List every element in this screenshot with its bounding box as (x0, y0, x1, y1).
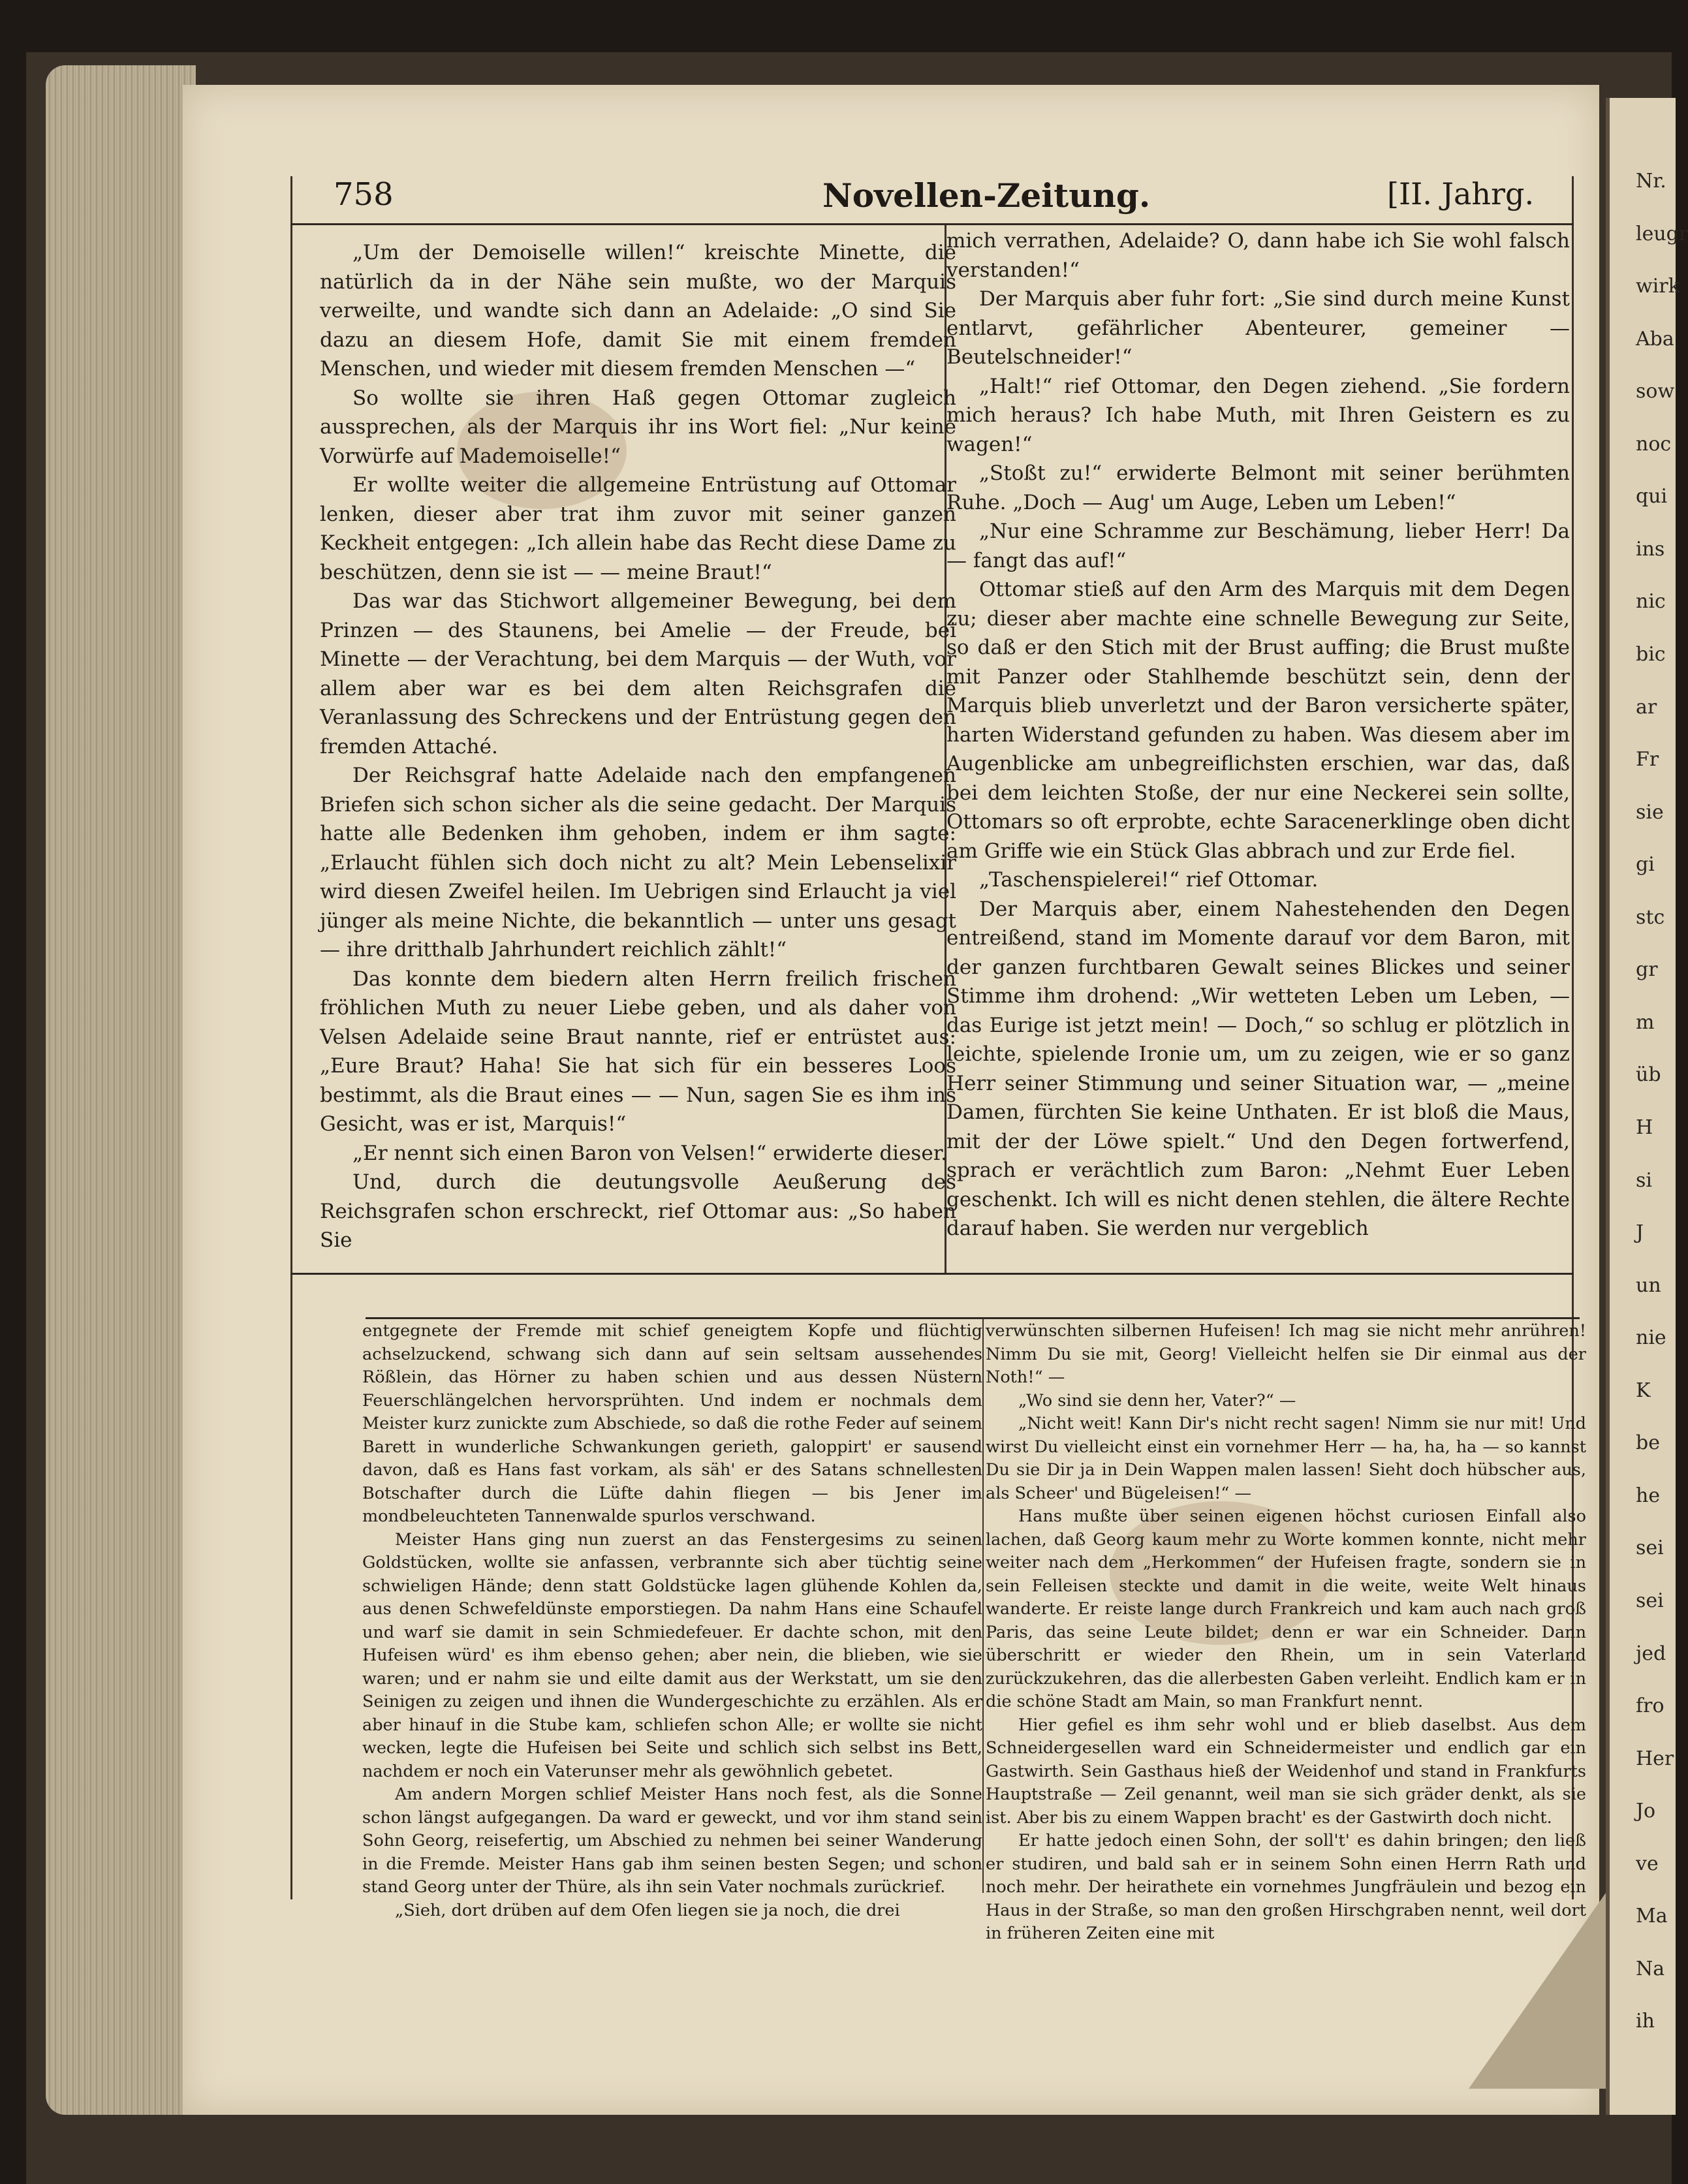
paragraph: Am andern Morgen schlief Meister Hans noch fest, als die Sonne schon längst aufgegangen. Da ward er geweckt, und vor ihm stand sein Sohn Georg, reisefertig, um Abschied zu nehmen bei seiner Wanderung in die Fremde. Meister Hans gab ihm seinen besten Segen; und schon stand Georg unter der Thüre, als ihn sein Vater nochmals zurückrief. (362, 1785, 982, 1897)
next-page-fragment: ih (1636, 2010, 1655, 2033)
paragraph: Hier gefiel es ihm sehr wohl und er blieb daselbst. Aus dem Schneidergesellen ward ein Schneidermeister und endlich gar ein Gastwirth. Sein Gasthaus hieß der Weidenhof und stand in Frankfurts Hauptstraße — Zeil genannt, weil man sie sich gräder denkt, als sie ist. Aber bis zu einem Wappen bracht' es der Gastwirth doch nicht. (986, 1715, 1586, 1828)
next-page-fragment: Nr. (1636, 170, 1666, 193)
next-page-fragment: sow (1636, 380, 1675, 403)
next-page-fragment: wirk (1636, 275, 1680, 298)
paragraph: entgegnete der Fremde mit schief geneigtem Kopfe und flüchtig achselzuckend, schwang sich dann auf sein seltsam aussehendes Rößlein, das Hörner zu haben schien und aus dessen Nüstern Feuerschlängelchen hervorsprühten. Und indem er nochmals dem Meister kurz zunickte zum Abschiede, so daß die rothe Feder auf seinem Barett in wunderliche Schwankungen gerieth, galoppirt' er sausend davon, daß es Hans fast vorkam, als säh' er des Satans schnellesten Botschafter durch die Lüfte dahin fliegen — bis Jener im mondbeleuchteten Tannenwalde spurlos verschwand. (362, 1321, 982, 1526)
paragraph: verwünschten silbernen Hufeisen! Ich mag sie nicht mehr anrühren! Nimm Du sie mit, Georg! Vielleicht helfen sie Dir einmal aus der Noth!“ — (986, 1321, 1586, 1387)
next-page-fragment: K (1636, 1379, 1651, 1402)
next-page-fragment: H (1636, 1116, 1653, 1139)
next-page-fragment: stc (1636, 905, 1665, 929)
column-rule (982, 1318, 984, 1893)
paragraph: „Wo sind sie denn her, Vater?“ — (1018, 1390, 1296, 1411)
paragraph: „Stoßt zu!“ erwiderte Belmont mit seiner berühmten Ruhe. „Doch — Aug' um Auge, Leben um Leben!“ (946, 461, 1570, 514)
running-title: Novellen-Zeitung. (822, 176, 1151, 215)
paragraph: So wollte sie ihren Haß gegen Ottomar zugleich aussprechen, als der Marquis ihr ins Wort fiel: „Nur keine Vorwürfe auf Mademoiselle!“ (320, 386, 956, 468)
next-page-fragment: si (1636, 1168, 1652, 1192)
next-page-fragment: üb (1636, 1063, 1661, 1087)
paragraph: Er hatte jedoch einen Sohn, der soll't' es dahin bringen; den ließ er studiren, und bald sah er in seinem Sohn einen Herrn Rath und noch mehr. Der heirathete ein vornehmes Jungfräulein und bezog ein Haus in der Straße, so man den großen Hirschgraben nennt, weil dort in früheren Zeiten eine mit (986, 1831, 1586, 1943)
next-page-fragment: sie (1636, 800, 1664, 824)
next-page-fragment: leugr (1636, 222, 1688, 245)
paragraph: mich verrathen, Adelaide? O, dann habe ich Sie wohl falsch verstanden!“ (946, 229, 1570, 282)
next-page-edge (1606, 98, 1688, 2115)
next-page-fragment: Fr (1636, 748, 1659, 772)
next-page-fragment: gi (1636, 853, 1655, 877)
next-page-fragment: noc (1636, 432, 1672, 456)
next-page-fragment: bic (1636, 643, 1666, 666)
paragraph: Ottomar stieß auf den Arm des Marquis mit dem Degen zu; dieser aber machte eine schnelle Bewegung zur Seite, so daß er den Stich mit der Brust auffing; die Brust mußte mit Panzer oder Stahlhemde beschützt sein, denn der Marquis blieb unverletzt und der Baron versicherte später, harten Widerstand gefunden zu haben. Was diesem aber im Augenblicke am unbegreiflichsten erschien, war das, daß bei dem leichten Stoße, der nur eine Neckerei sein sollte, Ottomars so oft erprobte, echte Saracenerklinge oben dicht am Griffe wie ein Stück Glas abbrach und zur Erde fiel. (946, 578, 1570, 863)
next-page-fragment: m (1636, 1010, 1655, 1034)
upper-right-column (946, 226, 1570, 1243)
paragraph: „Um der Demoiselle willen!“ kreischte Minette, die natürlich da in der Nähe sein mußte, wo der Marquis verweilte, und wandte sich dann an Adelaide: „O sind Sie dazu an diesem Hofe, damit Sie mit einem fremden Menschen, und wieder mit diesem fremden Menschen —“ (320, 241, 956, 381)
paragraph: „Nicht weit! Kann Dir's nicht recht sagen! Nimm sie nur mit! Und wirst Du vielleicht einst ein vornehmer Herr — ha, ha, ha — so kannst Du sie Dir ja in Dein Wappen malen lassen! Sieht doch hübscher aus, als Scheer' und Bügeleisen!“ — (986, 1414, 1586, 1503)
next-page-fragment: Ma (1636, 1905, 1668, 1928)
paragraph: Der Marquis aber, einem Nahestehenden den Degen entreißend, stand im Momente darauf vor dem Baron, mit der ganzen furchtbaren Gewalt seines Blickes und seiner Stimme ihm drohend: „Wir wetteten Leben um Leben, — das Eurige ist jetzt mein! — Doch,“ so schlug er plötzlich in leichte, spielende Ironie um, um zu zeigen, wie er so ganz Herr seiner Stimmung und seiner Situation war, — „meine Damen, fürchten Sie keine Unthaten. Er ist bloß die Maus, mit der der Löwe spielt.“ Und den Degen fortwerfend, sprach er verächtlich zum Baron: „Nehmt Euer Leben geschenkt. Ich will es nicht denen stehlen, die ältere Rechte darauf haben. Sie werden nur vergeblich (946, 897, 1570, 1240)
next-page-fragment: be (1636, 1431, 1660, 1455)
paragraph: Der Reichsgraf hatte Adelaide nach den empfangenen Briefen sich schon sicher als die seine gedacht. Der Marquis hatte alle Bedenken ihm gehoben, indem er ihm sagte: „Erlaucht fühlen sich doch nicht zu alt? Mein Lebenselixir wird diesen Zweifel heilen. Im Uebrigen sind Erlaucht ja viel jünger als meine Nichte, die bekanntlich — unter uns gesagt — ihre dritthalb Jahrhundert reichlich zählt!“ (320, 764, 956, 961)
next-page-fragment: he (1636, 1484, 1661, 1507)
paragraph: Meister Hans ging nun zuerst an das Fenstergesims zu seinen Goldstücken, wollte sie anfassen, verbrannte sich aber tüchtig seine schwieligen Hände; denn statt Goldstücke lagen glühende Kohlen da, aus denen Schwefeldünste emporstiegen. Da nahm Hans eine Schaufel und warf sie damit in sein Schmiedefeuer. Er dachte schon, mit den Hufeisen würd' es ihm ebenso gehen; aber nein, die blieben, wie sie waren; und er nahm sie und eilte damit aus der Werkstatt, um sie den Seinigen zu zeigen und ihnen die Wundergeschichte zu erzählen. Als er aber hinauf in die Stube kam, schliefen schon Alle; er wollte sie nicht wecken, legte die Hufeisen bei Seite und schlich sich selbst ins Bett, nachdem er noch ein Vaterunser mehr als gewöhnlich gebetet. (362, 1529, 982, 1781)
next-page-fragment: un (1636, 1273, 1661, 1297)
page-number: 758 (334, 176, 394, 213)
paragraph: „Halt!“ rief Ottomar, den Degen ziehend. „Sie fordern mich heraus? Ich habe Muth, mit Ihren Geistern es zu wagen!“ (946, 374, 1570, 456)
paragraph: „Taschenspielerei!“ rief Ottomar. (979, 868, 1319, 892)
paragraph: Der Marquis aber fuhr fort: „Sie sind durch meine Kunst entlarvt, gefährlicher Abenteurer, gemeiner — Beutelschneider!“ (946, 287, 1570, 369)
next-page-fragment: Aba (1636, 327, 1674, 351)
next-page-fragment: qui (1636, 485, 1668, 508)
paragraph: „Er nennt sich einen Baron von Velsen!“ erwiderte dieser. (352, 1141, 947, 1165)
next-page-fragment: nic (1636, 590, 1666, 614)
next-page-fragment: ar (1636, 695, 1657, 719)
folded-page-corner (1469, 1893, 1606, 2089)
next-page-fragment: sei (1636, 1537, 1664, 1560)
next-page-fragment: Na (1636, 1957, 1665, 1980)
paragraph: Hans mußte über seinen eigenen höchst curiosen Einfall also lachen, daß Georg kaum mehr zu Worte kommen konnte, nicht mehr weiter nach dem „Herkommen“ der Hufeisen fragte, sondern sie in sein Felleisen steckte und damit in die weite, weite Welt hinaus wanderte. Er reiste lange durch Frankreich und kam auch nach groß Paris, das seine Leute bildet; denn er war ein Schneider. Dann überschritt er wieder den Rhein, um in sein Vaterland zurückzukehren, das die allerbesten Gaben verleiht. Endlich kam er in die schöne Stadt am Main, so man Frankfurt nennt. (986, 1506, 1586, 1711)
page-edges (46, 65, 196, 2115)
paragraph: Er wollte weiter die allgemeine Entrüstung auf Ottomar lenken, dieser aber trat ihm zuvor mit seiner ganzen Keckheit entgegen: „Ich allein habe das Recht diese Dame zu beschützen, denn sie ist — — meine Braut!“ (320, 473, 956, 584)
feuilleton-rule (366, 1317, 1580, 1319)
next-page-fragment: sei (1636, 1589, 1664, 1612)
paragraph: Das war das Stichwort allgemeiner Bewegung, bei dem Prinzen — des Staunens, bei Amelie — der Freude, bei Minette — der Verachtung, bei dem Marquis — der Wuth, vor allem aber war es bei dem alten Reichsgrafen die Veranlassung des Schreckens und der Entrüstung gegen den fremden Attaché. (320, 589, 956, 758)
section-divider (290, 1273, 1574, 1275)
next-page-fragment: J (1636, 1221, 1644, 1245)
page-header (290, 171, 1574, 225)
next-page-fragment: nie (1636, 1326, 1666, 1350)
next-page-fragment: ve (1636, 1852, 1659, 1875)
upper-left-column (320, 238, 956, 1255)
paragraph: „Nur eine Schramme zur Beschämung, lieber Herr! Da — fangt das auf!“ (946, 520, 1570, 572)
paragraph: „Sieh, dort drüben auf dem Ofen liegen sie ja noch, die drei (395, 1900, 900, 1920)
next-page-fragment: jed (1636, 1642, 1666, 1665)
next-page-fragment: fro (1636, 1694, 1665, 1718)
paragraph: Das konnte dem biedern alten Herrn freilich frischen fröhlichen Muth zu neuer Liebe geben, und als daher von Velsen Adelaide seine Braut nannte, rief er entrüstet aus: „Eure Braut? Haha! Sie hat sich für ein besseres Loos bestimmt, als die Braut eines — — Nun, sagen Sie es ihm ins Gesicht, was er ist, Marquis!“ (320, 967, 956, 1136)
next-page-fragment: Jo (1636, 1800, 1656, 1823)
paragraph: Und, durch die deutungsvolle Aeußerung des Reichsgrafen schon erschreckt, rief Ottomar aus: „So haben Sie (320, 1170, 956, 1252)
lower-right-column (986, 1320, 1586, 1946)
next-page-fragment: ins (1636, 537, 1665, 561)
year-tag: [II. Jahrg. (1387, 176, 1535, 211)
lower-left-column (362, 1320, 982, 1922)
next-page-fragment: gr (1636, 958, 1658, 982)
next-page-fragment: Her (1636, 1747, 1674, 1770)
